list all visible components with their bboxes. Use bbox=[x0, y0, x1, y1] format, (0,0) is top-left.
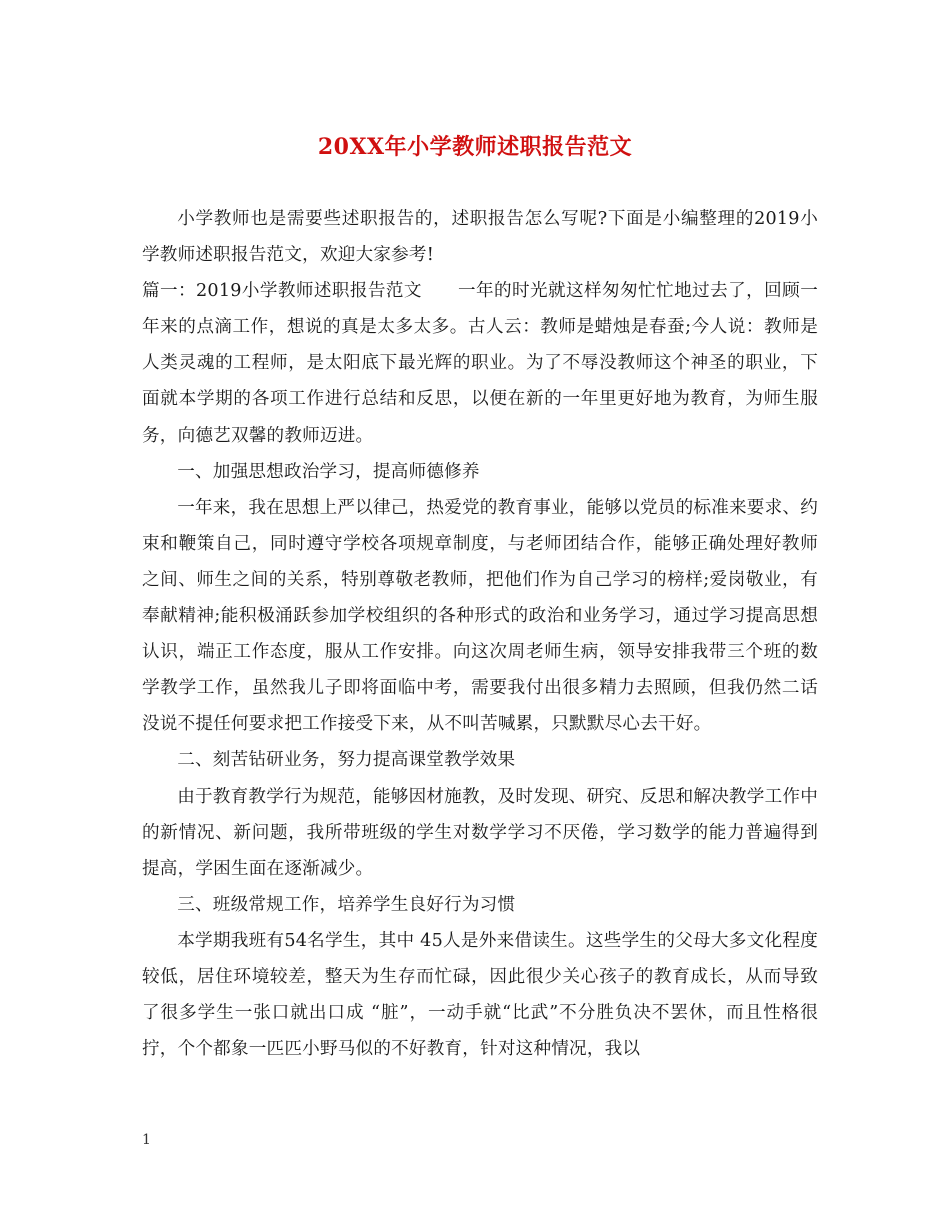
paragraph-intro: 小学教师也是需要些述职报告的，述职报告怎么写呢?下面是小编整理的2019小学教师述职报告范文，欢迎大家参考! bbox=[142, 209, 818, 266]
document-body bbox=[142, 201, 818, 1067]
section-heading-3: 三、班级常规工作，培养学生良好行为习惯 bbox=[177, 894, 516, 915]
paragraph-section-2: 由于教育教学行为规范，能够因材施教，及时发现、研究、反思和解决教学工作中的新情况、新问题，我所带班级的学生对数学学习不厌倦，学习数学的能力普遍得到提高，学困生面在逐渐减少。 bbox=[142, 786, 818, 879]
document-title: 20XX年小学教师述职报告范文 bbox=[317, 134, 633, 160]
section-heading-1: 一、加强思想政治学习，提高师德修养 bbox=[177, 461, 480, 482]
page-number: 1 bbox=[142, 1132, 151, 1148]
paragraph-section-1: 一年来，我在思想上严以律己，热爱党的教育事业，能够以党员的标准来要求、约束和鞭策自己，同时遵守学校各项规章制度，与老师团结合作，能够正确处理好教师之间、师生之间的关系，特别尊敬老教师，把他们作为自己学习的榜样;爱岗敬业，有奉献精神;能积极涌跃参加学校组织的各种形式的政治和业务学习，通过学习提高思想认识，端正工作态度，服从工作安排。向这次周老师生病，领导安排我带三个班的数学教学工作，虽然我儿子即将面临中考，需要我付出很多精力去照顾，但我仍然二话没说不提任何要求把工作接受下来，从不叫苦喊累，只默默尽心去干好。 bbox=[142, 497, 818, 735]
paragraph-part-one: 篇一：2019小学教师述职报告范文 一年的时光就这样匆匆忙忙地过去了，回顾一年来的点滴工作，想说的真是太多太多。古人云：教师是蜡烛是春蚕;今人说：教师是人类灵魂的工程师，是太阳底下最光辉的职业。为了不辱没教师这个神圣的职业，下面就本学期的各项工作进行总结和反思，以便在新的一年里更好地为教育，为师生服务，向德艺双馨的教师迈进。 bbox=[142, 281, 818, 446]
paragraph-section-3: 本学期我班有54名学生，其中 45人是外来借读生。这些学生的父母大多文化程度较低，居住环境较差，整天为生存而忙碌，因此很少关心孩子的教育成长，从而导致了很多学生一张口就出口成 “脏”，一动手就“比武”不分胜负决不罢休，而且性格很拧，个个都象一匹匹小野马似的不好教育，针对这种情况，我以 bbox=[142, 930, 818, 1060]
section-heading-2: 二、刻苦钻研业务，努力提高课堂教学效果 bbox=[177, 750, 516, 771]
